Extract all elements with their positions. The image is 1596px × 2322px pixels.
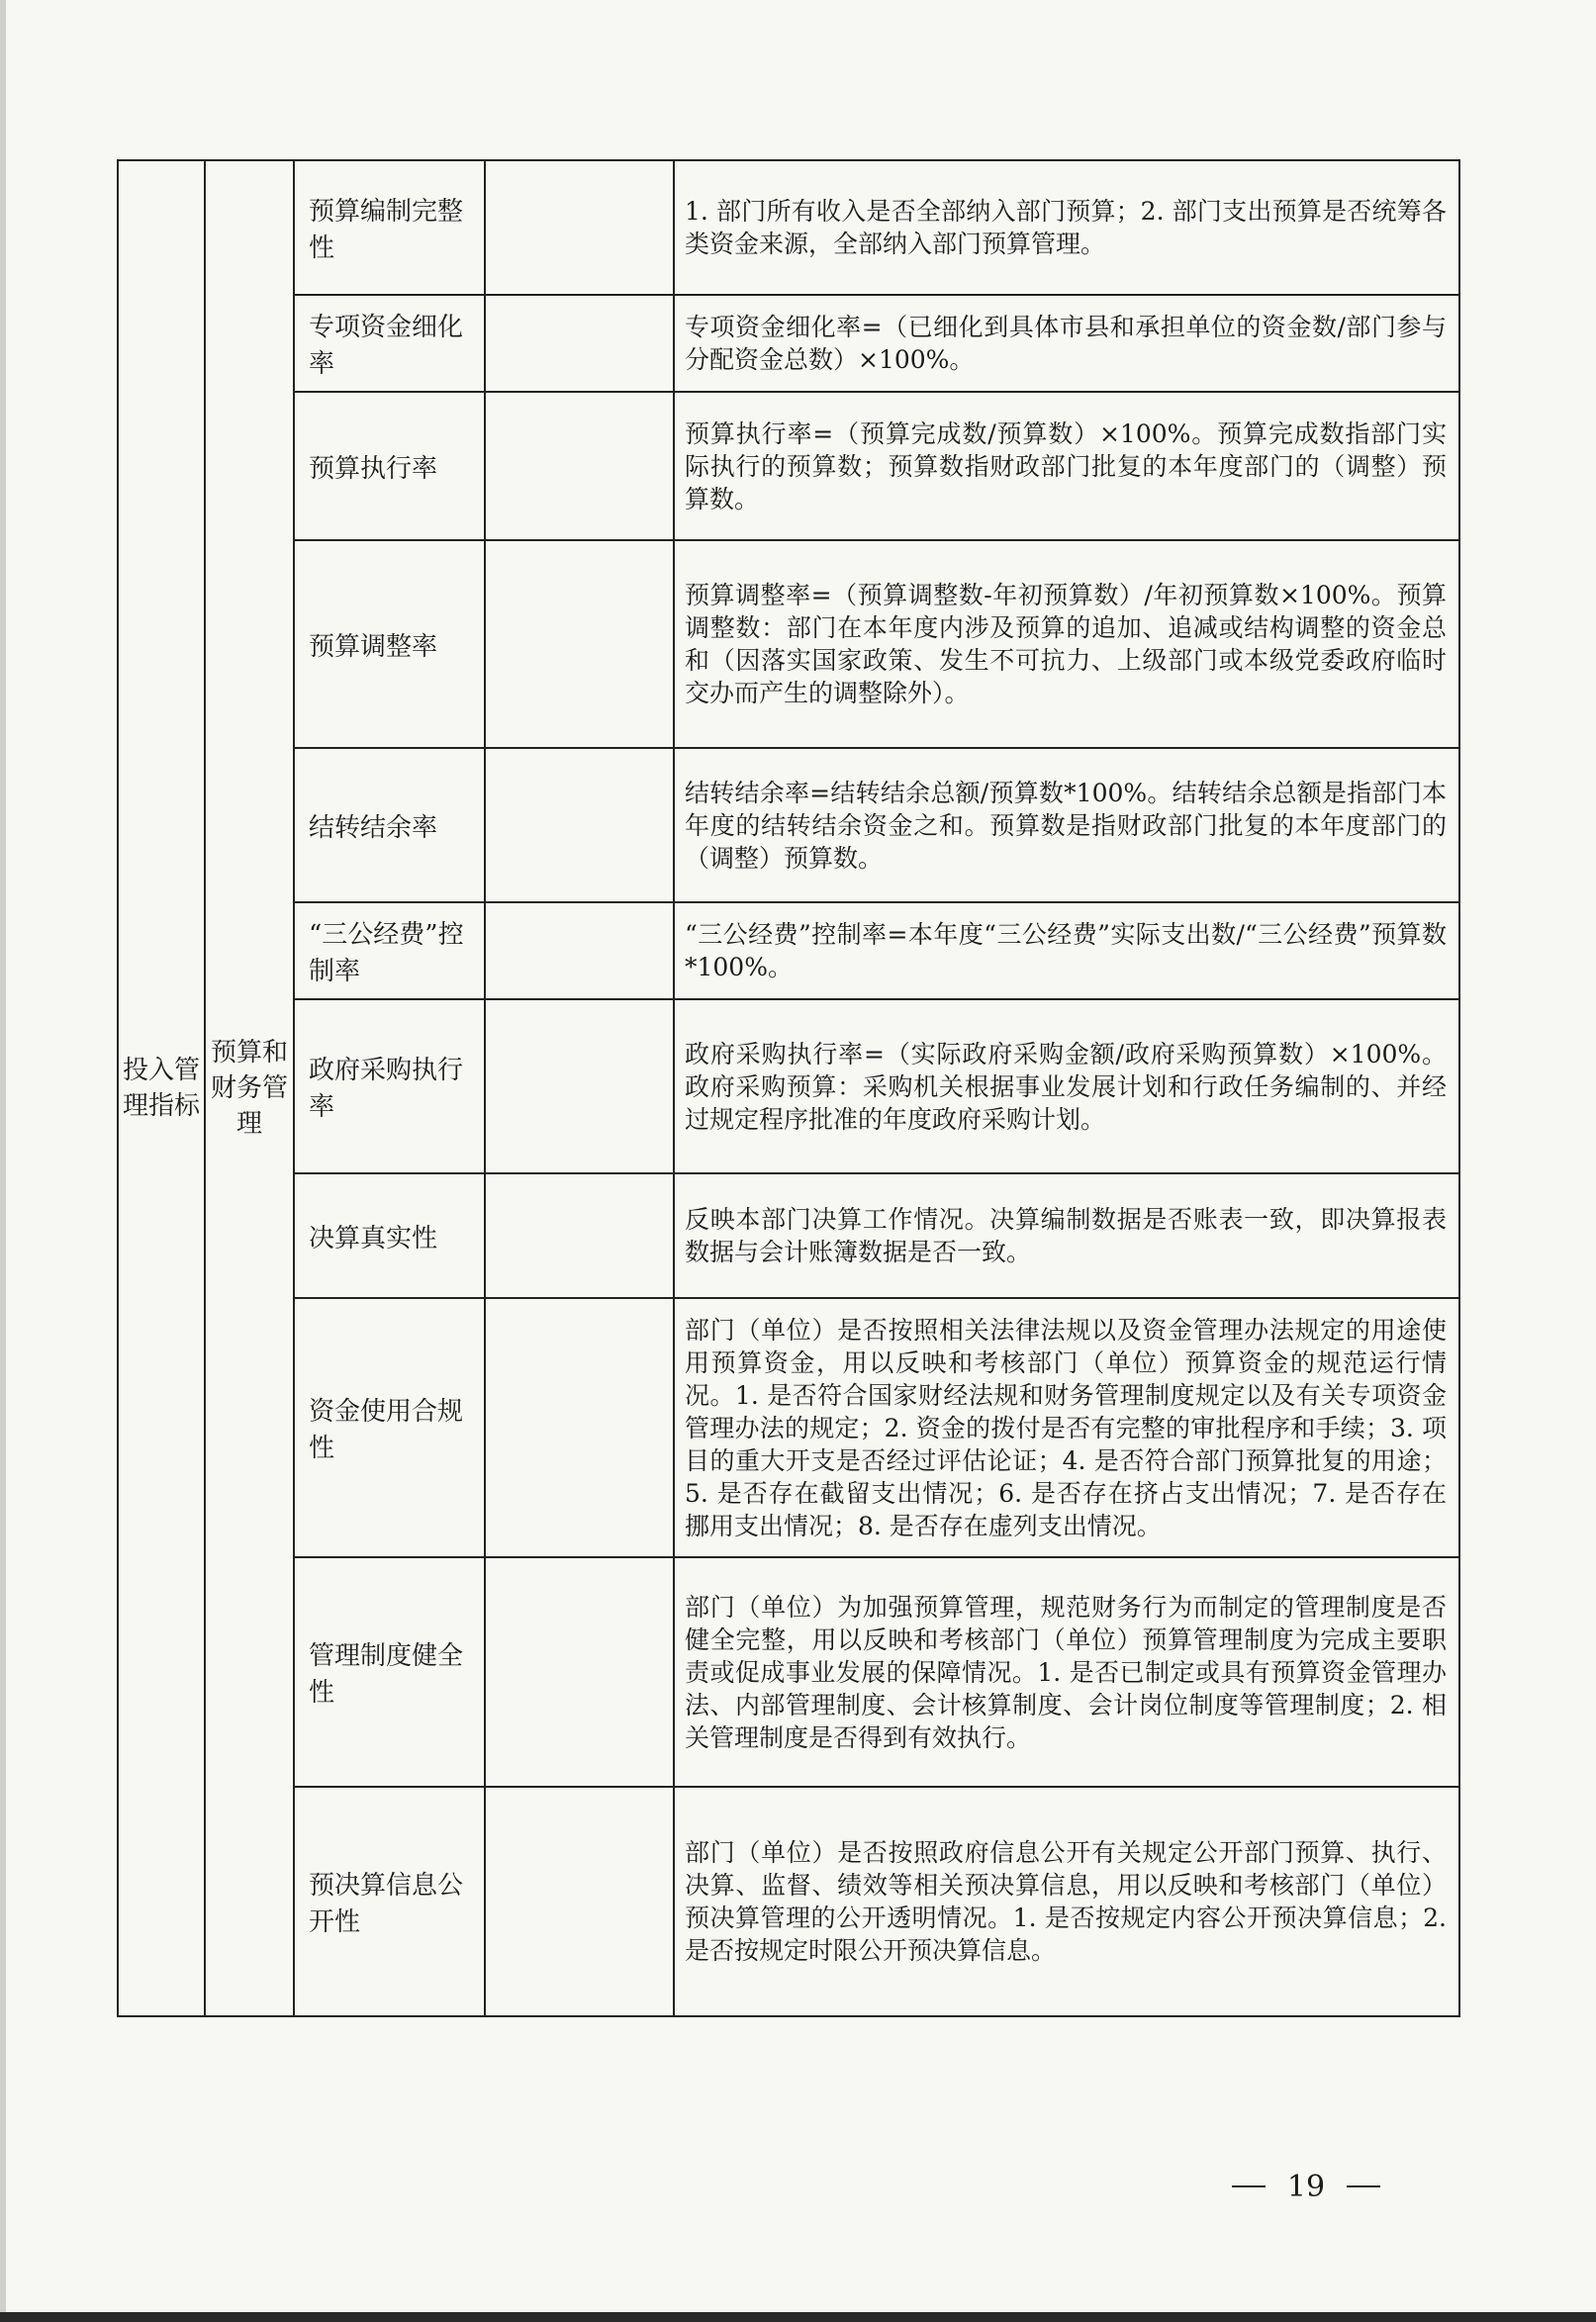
indicator-weight (485, 1557, 674, 1787)
indicator-name: 预算执行率 (294, 392, 485, 540)
indicator-name: 决算真实性 (294, 1173, 485, 1298)
footer-dash-right (1347, 2185, 1380, 2187)
indicator-description: 反映本部门决算工作情况。决算编制数据是否账表一致，即决算报表数据与会计账簿数据是否一致。 (674, 1173, 1459, 1298)
table-row (118, 295, 1459, 392)
table-row (118, 902, 1459, 999)
table-row (118, 748, 1459, 902)
indicator-description: 1. 部门所有收入是否全部纳入部门预算；2. 部门支出预算是否统筹各类资金来源，全部纳入部门预算管理。 (674, 160, 1459, 295)
indicator-weight (485, 1173, 674, 1298)
indicator-name: 管理制度健全性 (294, 1557, 485, 1787)
scan-bottom-edge (0, 2312, 1596, 2322)
indicator-description: 政府采购执行率=（实际政府采购金额/政府采购预算数）×100%。政府采购预算：采购机关根据事业发展计划和行政任务编制的、并经过规定程序批准的年度政府采购计划。 (674, 999, 1459, 1173)
indicator-description: 预算执行率=（预算完成数/预算数）×100%。预算完成数指部门实际执行的预算数；预算数指财政部门批复的本年度部门的（调整）预算数。 (674, 392, 1459, 540)
scan-edge (0, 0, 6, 2322)
indicator-name: “三公经费”控制率 (294, 902, 485, 999)
indicator-weight (485, 392, 674, 540)
indicator-weight (485, 540, 674, 748)
indicator-description: 部门（单位）为加强预算管理，规范财务行为而制定的管理制度是否健全完整，用以反映和考核部门（单位）预算管理制度为完成主要职责或促成事业发展的保障情况。1. 是否已制定或具有预算资金管理办法、内部管理制度、会计核算制度、会计岗位制度等管理制度；2. 相关管理制度是否得到有效执行。 (674, 1557, 1459, 1787)
indicator-name: 预算编制完整性 (294, 160, 485, 295)
category-level1-label: 投入管理指标 (123, 1056, 201, 1121)
indicator-description: 预算调整率=（预算调整数-年初预算数）/年初预算数×100%。预算调整数：部门在本年度内涉及预算的追加、追减或结构调整的资金总和（因落实国家政策、发生不可抗力、上级部门或本级党委政府临时交办而产生的调整除外）。 (674, 540, 1459, 748)
indicator-name: 政府采购执行率 (294, 999, 485, 1173)
table-row (118, 160, 1459, 295)
indicator-name: 预决算信息公开性 (294, 1787, 485, 2016)
category-level1-cell (118, 160, 205, 2016)
category-level2-label: 预算和财务管理 (210, 1038, 288, 1139)
page-number: 19 (1286, 2169, 1326, 2204)
indicator-name: 结转结余率 (294, 748, 485, 902)
indicator-table (117, 159, 1460, 2017)
indicator-weight (485, 999, 674, 1173)
indicator-description: 部门（单位）是否按照政府信息公开有关规定公开部门预算、执行、决算、监督、绩效等相关预决算信息，用以反映和考核部门（单位）预决算管理的公开透明情况。1. 是否按规定内容公开预决算信息；2. 是否按规定时限公开预决算信息。 (674, 1787, 1459, 2016)
indicator-description: “三公经费”控制率=本年度“三公经费”实际支出数/“三公经费”预算数*100%。 (674, 902, 1459, 999)
category-level2-cell (205, 160, 294, 2016)
indicator-name: 专项资金细化率 (294, 295, 485, 392)
indicator-weight (485, 902, 674, 999)
table-row (118, 1298, 1459, 1557)
table-row (118, 1173, 1459, 1298)
indicator-name: 资金使用合规性 (294, 1298, 485, 1557)
indicator-name: 预算调整率 (294, 540, 485, 748)
table-row (118, 392, 1459, 540)
table-row (118, 1787, 1459, 2016)
indicator-description: 部门（单位）是否按照相关法律法规以及资金管理办法规定的用途使用预算资金，用以反映和考核部门（单位）预算资金的规范运行情况。1. 是否符合国家财经法规和财务管理制度规定以及有关专项资金管理办法的规定；2. 资金的拨付是否有完整的审批程序和手续；3. 项目的重大开支是否经过评估论证；4. 是否符合部门预算批复的用途；5. 是否存在截留支出情况；6. 是否存在挤占支出情况；7. 是否存在挪用支出情况；8. 是否存在虚列支出情况。 (674, 1298, 1459, 1557)
indicator-table-body (118, 160, 1459, 2016)
footer-dash-left (1232, 2185, 1266, 2187)
table-row (118, 540, 1459, 748)
table-row (118, 1557, 1459, 1787)
indicator-description: 专项资金细化率=（已细化到具体市县和承担单位的资金数/部门参与分配资金总数）×100%。 (674, 295, 1459, 392)
indicator-weight (485, 160, 674, 295)
indicator-weight (485, 295, 674, 392)
indicator-weight (485, 1298, 674, 1557)
table-row (118, 999, 1459, 1173)
indicator-description: 结转结余率=结转结余总额/预算数*100%。结转结余总额是指部门本年度的结转结余资金之和。预算数是指财政部门批复的本年度部门的（调整）预算数。 (674, 748, 1459, 902)
indicator-weight (485, 1787, 674, 2016)
page-footer (1217, 2167, 1395, 2206)
indicator-weight (485, 748, 674, 902)
